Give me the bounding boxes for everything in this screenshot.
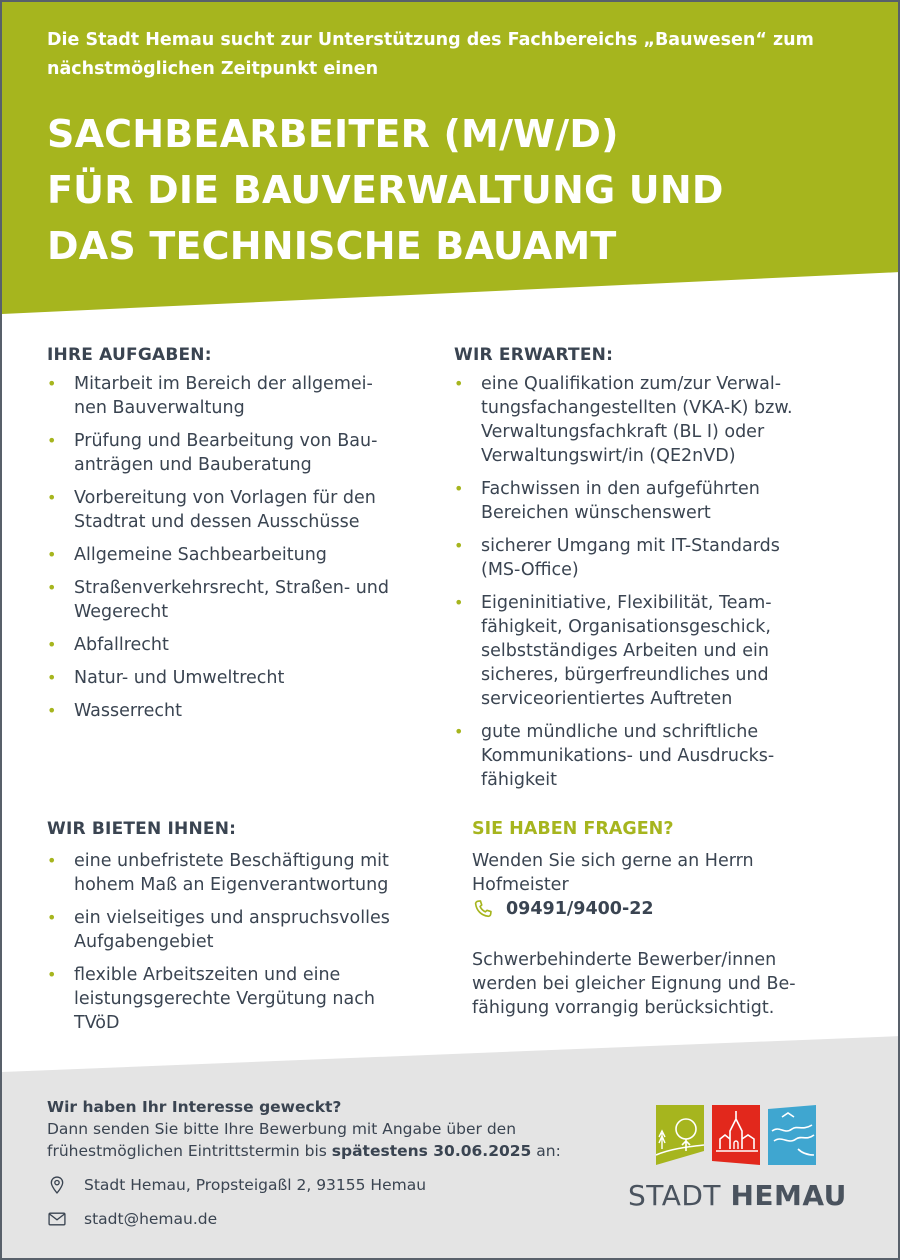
logo-tile-town-icon — [712, 1105, 760, 1165]
bullet-icon: • — [454, 536, 464, 555]
bullet-icon: • — [47, 635, 57, 654]
list-item-text: Fachwissen in den aufgeführten Bereichen wünschenswert — [481, 479, 760, 523]
logo-word-hemau: HEMAU — [730, 1179, 847, 1212]
logo-word-stadt: STADT — [628, 1179, 722, 1212]
bullet-icon: • — [47, 431, 57, 450]
section-contact — [472, 818, 872, 1020]
section-erwarten — [454, 344, 874, 801]
note-line-1: Schwerbehinderte Bewerber/innen — [472, 950, 777, 970]
logo-tile-water-icon — [768, 1105, 816, 1165]
title-line-1: SACHBEARBEITER (M/W/D) — [47, 112, 619, 156]
bullet-icon: • — [454, 593, 464, 612]
list-item — [47, 666, 442, 690]
list-item-text: Mitarbeit im Bereich der allgemei- nen Bauverwaltung — [74, 374, 373, 418]
footer-question: Wir haben Ihr Interesse geweckt? — [47, 1098, 342, 1116]
list-item — [47, 429, 442, 477]
list-item-text: Eigeninitiative, Flexibilität, Team- fähigkeit, Organisationsgeschick, selbstständiges Arbeiten und ein sicheres, bürgerfreundliches und serviceorientiertes Auftreten — [481, 593, 772, 709]
aufgaben-list — [47, 372, 442, 723]
title-line-3: DAS TECHNISCHE BAUAMT — [47, 224, 617, 268]
bullet-icon: • — [47, 701, 57, 720]
bullet-icon: • — [47, 488, 57, 507]
envelope-icon — [47, 1209, 67, 1229]
aufgaben-heading: IHRE AUFGABEN: — [47, 345, 212, 365]
footer-application-info — [47, 1096, 627, 1231]
list-item-text: eine unbefristete Beschäftigung mit hohem Maß an Eigenverantwortung — [74, 851, 389, 895]
phone-row[interactable] — [472, 898, 872, 920]
list-item — [454, 534, 874, 582]
bullet-icon: • — [454, 374, 464, 393]
stadt-hemau-logo — [628, 1105, 863, 1215]
bullet-icon: • — [47, 851, 57, 870]
intro-text — [47, 26, 877, 84]
email-row[interactable] — [47, 1207, 627, 1231]
job-title — [47, 106, 877, 274]
intro-line-2: nächstmöglichen Zeitpunkt einen — [47, 59, 379, 79]
list-item — [454, 477, 874, 525]
bullet-icon: • — [47, 545, 57, 564]
note-line-3: fähigung vorrangig berücksichtigt. — [472, 998, 775, 1018]
section-aufgaben — [47, 344, 442, 732]
list-item — [47, 849, 442, 897]
disability-note — [472, 948, 872, 1020]
list-item — [47, 906, 442, 954]
phone-icon — [472, 898, 494, 920]
list-item — [47, 576, 442, 624]
footer-line-2 — [47, 1140, 627, 1162]
address-row — [47, 1173, 627, 1197]
note-line-2: werden bei gleicher Eignung und Be- — [472, 974, 796, 994]
bullet-icon: • — [47, 374, 57, 393]
list-item-text: Vorbereitung von Vorlagen für den Stadtrat und dessen Ausschüsse — [74, 488, 376, 532]
intro-line-1: Die Stadt Hemau sucht zur Unterstützung des Fachbereichs „Bauwesen“ zum — [47, 30, 814, 50]
list-item-text: gute mündliche und schriftliche Kommunikations- und Ausdrucks- fähigkeit — [481, 722, 775, 790]
contact-text-line-1: Wenden Sie sich gerne an Herrn — [472, 851, 754, 871]
erwarten-list — [454, 372, 874, 792]
list-item-text: Wasserrecht — [74, 701, 182, 721]
title-line-2: FÜR DIE BAUVERWALTUNG UND — [47, 168, 724, 212]
list-item — [47, 963, 442, 1035]
contact-text-line-2: Hofmeister — [472, 875, 569, 895]
footer-line-1: Dann senden Sie bitte Ihre Bewerbung mit Angabe über den — [47, 1120, 517, 1138]
list-item — [47, 486, 442, 534]
list-item — [47, 699, 442, 723]
section-bieten — [47, 818, 442, 1044]
bullet-icon: • — [454, 722, 464, 741]
bullet-icon: • — [47, 965, 57, 984]
list-item — [47, 372, 442, 420]
logo-tile-trees-icon — [656, 1105, 704, 1165]
list-item-text: Straßenverkehrsrecht, Straßen- und Wegerecht — [74, 578, 389, 622]
erwarten-heading: WIR ERWARTEN: — [454, 345, 614, 365]
bieten-heading: WIR BIETEN IHNEN: — [47, 819, 237, 839]
list-item — [47, 633, 442, 657]
footer-line-2-post: an: — [531, 1142, 561, 1160]
list-item-text: flexible Arbeitszeiten und eine leistungsgerechte Vergütung nach TVöD — [74, 965, 375, 1033]
bullet-icon: • — [47, 578, 57, 597]
footer-line-2-pre: frühestmöglichen Eintrittstermin bis — [47, 1142, 332, 1160]
list-item-text: Abfallrecht — [74, 635, 169, 655]
logo-tiles — [656, 1105, 816, 1165]
address-text: Stadt Hemau, Propsteigaßl 2, 93155 Hemau — [84, 1176, 427, 1194]
bullet-icon: • — [47, 908, 57, 927]
list-item-text: sicherer Umgang mit IT-Standards (MS-Office) — [481, 536, 780, 580]
logo-wordmark — [628, 1179, 863, 1212]
phone-number[interactable]: 09491/9400-22 — [506, 899, 654, 919]
bieten-list — [47, 849, 442, 1035]
list-item-text: eine Qualifikation zum/zur Verwal- tungsfachangestellten (VKA-K) bzw. Verwaltungsfachkraft (BL I) oder Verwaltungswirt/in (QE2nVD) — [481, 374, 793, 466]
bullet-icon: • — [47, 668, 57, 687]
list-item-text: Natur- und Umweltrecht — [74, 668, 285, 688]
contact-heading: SIE HABEN FRAGEN? — [472, 819, 674, 839]
bullet-icon: • — [454, 479, 464, 498]
list-item — [47, 543, 442, 567]
list-item — [454, 720, 874, 792]
list-item — [454, 591, 874, 711]
list-item-text: ein vielseitiges und anspruchsvolles Aufgabengebiet — [74, 908, 390, 952]
list-item — [454, 372, 874, 468]
application-deadline: spätestens 30.06.2025 — [331, 1142, 532, 1160]
email-link[interactable]: stadt@hemau.de — [84, 1210, 218, 1228]
list-item-text: Allgemeine Sachbearbeitung — [74, 545, 327, 565]
list-item-text: Prüfung und Bearbeitung von Bau- anträgen und Bauberatung — [74, 431, 378, 475]
location-pin-icon — [47, 1175, 67, 1195]
